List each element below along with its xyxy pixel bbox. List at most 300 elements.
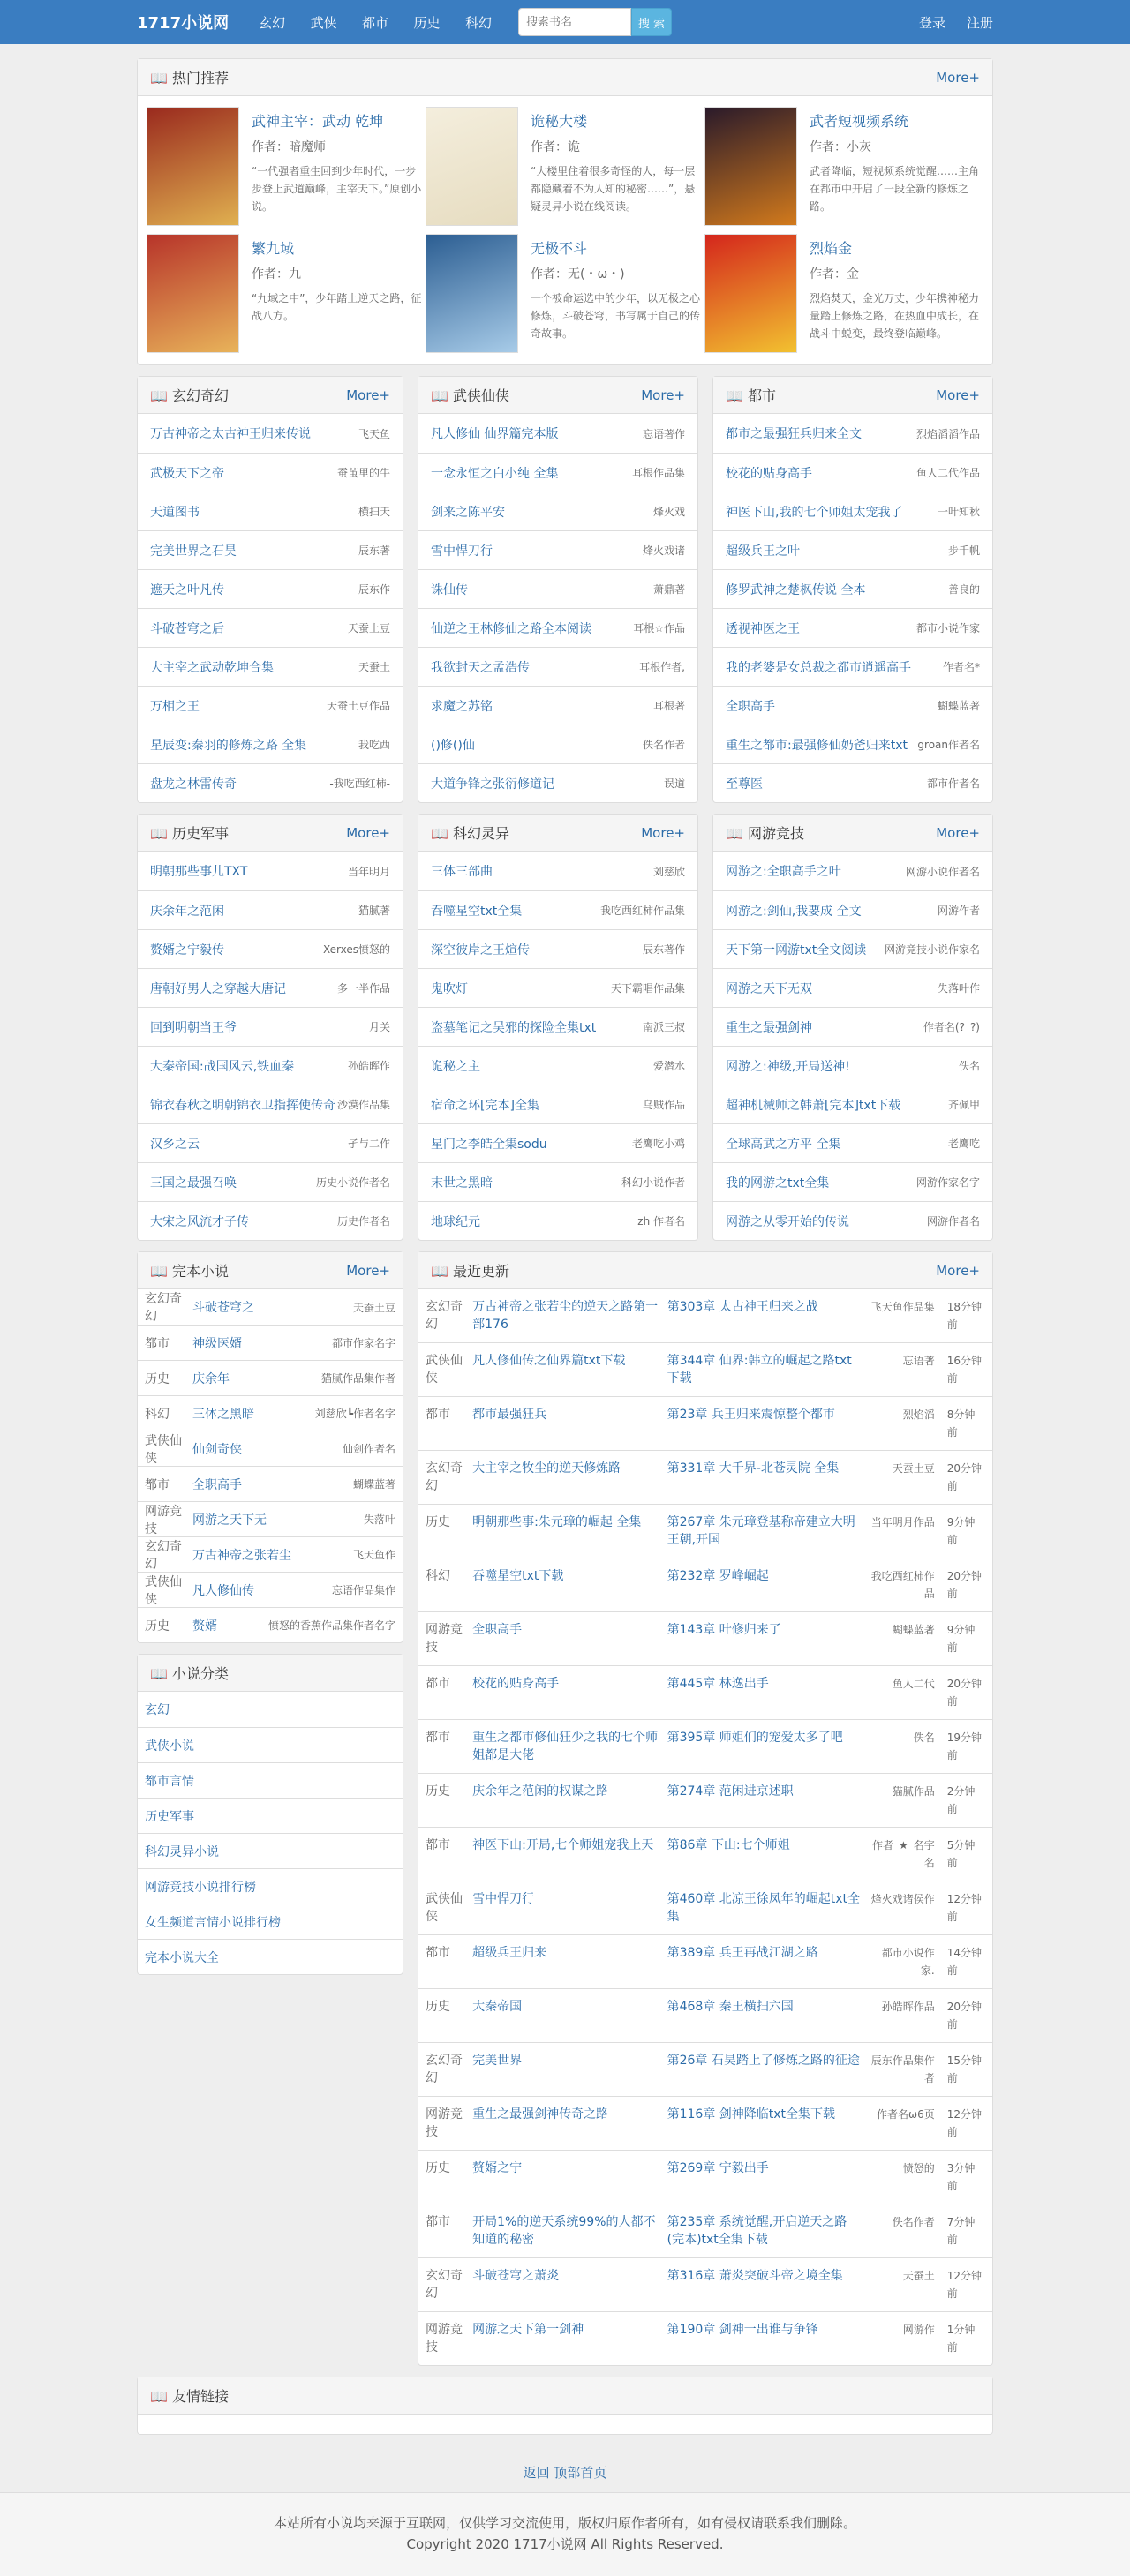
update-row	[418, 1504, 992, 1558]
list-more-link[interactable]: More+	[346, 824, 390, 841]
category-list-panel	[712, 814, 993, 1241]
book-title-link[interactable]: 赘婿	[192, 1618, 217, 1633]
book-title-link[interactable]: 赘婿之宁	[472, 2161, 523, 2175]
book-title-link[interactable]: 超级兵王之叶	[726, 544, 800, 559]
book-title-link[interactable]: 重生之都市修仙狂少之我的七个师姐都是大佬	[472, 1731, 659, 1762]
update-time: 20分钟前	[946, 1462, 983, 1492]
update-time: 19分钟前	[946, 1731, 983, 1761]
book-title-link[interactable]: 地球纪元	[431, 1214, 480, 1229]
book-title-link[interactable]: 宿命之环[完本]全集	[431, 1098, 539, 1113]
book-title-link[interactable]: 校花的贴身高手	[726, 466, 812, 481]
list-item	[713, 725, 992, 763]
book-category: 网游竞技	[426, 1623, 463, 1655]
book-title-link[interactable]: 超神机械师之韩萧[完本]txt下载	[726, 1098, 901, 1113]
list-item	[713, 852, 992, 890]
book-author: 鱼人二代作品	[915, 467, 980, 479]
book-title-link[interactable]: 大秦帝国	[472, 2000, 523, 2014]
chapter-link[interactable]: 第86章 下山:七个师姐	[667, 1838, 790, 1852]
book-title-link[interactable]: 完美世界	[472, 2054, 523, 2068]
book-title-link[interactable]: 三国之最强召唤	[150, 1175, 237, 1190]
list-item	[713, 686, 992, 725]
list-item	[418, 1085, 697, 1123]
main-nav	[248, 13, 502, 32]
book-author: 天蚕土豆	[892, 1462, 935, 1475]
book-author: 飞天鱼作品集	[870, 1301, 935, 1313]
list-item	[138, 414, 403, 453]
book-title-link[interactable]: 全职高手	[192, 1477, 242, 1492]
book-title-link[interactable]: 网游之天下无双	[726, 981, 812, 996]
featured-book-desc: “九域之中”，少年踏上逆天之路，征战八方。	[252, 292, 422, 322]
book-cover[interactable]	[704, 107, 797, 226]
book-title-link[interactable]: 我欲封天之孟浩传	[431, 660, 530, 675]
book-author: 猫腻作品	[892, 1785, 935, 1798]
book-title-link[interactable]: 重生之最强剑神	[726, 1020, 812, 1035]
chapter-link[interactable]: 第460章 北凉王徐凤年的崛起txt全集	[667, 1892, 861, 1924]
featured-header	[138, 59, 992, 96]
book-title-link[interactable]: 锦衣春秋之明朝锦衣卫指挥使传奇	[150, 1098, 335, 1113]
links-panel	[137, 2377, 993, 2435]
book-category: 历史	[145, 1371, 170, 1386]
book-title-link[interactable]: 三体之黑暗	[192, 1407, 254, 1422]
featured-book-title[interactable]: 烈焰金	[810, 240, 853, 257]
nav-link-dushi[interactable]: 都市	[362, 14, 389, 31]
book-author: 当年明月	[347, 865, 390, 878]
chapter-link[interactable]: 第303章 太古神王归来之战	[667, 1300, 818, 1314]
category-link[interactable]: 都市言情	[145, 1774, 194, 1789]
list-item	[138, 763, 403, 802]
book-author: Xerxes愤怒的	[322, 943, 390, 956]
category-panel	[137, 1654, 403, 1975]
featured-book-info	[531, 234, 704, 354]
book-author: 多一半作品	[336, 982, 390, 995]
book-title-link[interactable]: 都市之最强狂兵归来全文	[726, 427, 862, 441]
list-item	[713, 968, 992, 1007]
book-title-link[interactable]: 三体三部曲	[431, 865, 493, 879]
book-title-link[interactable]: 剑来之陈平安	[431, 505, 505, 520]
login-link[interactable]: 登录	[918, 14, 945, 31]
book-title-link[interactable]: 星门之李皓全集sodu	[431, 1137, 547, 1152]
main-container	[137, 58, 993, 2482]
book-author: 老鹰吃	[947, 1138, 980, 1150]
list-item	[138, 530, 403, 569]
book-author: 误道	[663, 777, 685, 790]
book-title-link[interactable]: 天下第一网游txt全文阅读	[726, 943, 867, 958]
book-title-link[interactable]: 唐朝好男人之穿越大唐记	[150, 981, 286, 996]
book-author: 萧鼎著	[652, 583, 685, 596]
book-author: 网游竞技小说作家名	[884, 943, 980, 956]
featured-book-author: 作者：暗魔师	[252, 140, 326, 154]
book-title-link[interactable]: 都市最强狂兵	[472, 1408, 547, 1422]
featured-book-title[interactable]: 诡秘大楼	[531, 113, 588, 130]
update-time: 1分钟前	[946, 2324, 976, 2354]
book-category: 都市	[426, 1731, 450, 1745]
update-row	[418, 1773, 992, 1827]
book-author: 蝴蝶蓝著	[937, 700, 980, 712]
book-title-link[interactable]: 大道争锋之张衍修道记	[431, 777, 554, 792]
book-author: 猫腻著	[358, 905, 390, 917]
list-item	[713, 1046, 992, 1085]
chapter-link[interactable]: 第26章 石昊踏上了修炼之路的征途	[667, 2054, 860, 2068]
book-category: 玄幻奇幻	[145, 1292, 182, 1324]
list-item	[418, 968, 697, 1007]
featured-book-desc: 一个被命运选中的少年，以无极之心修炼，斗破苍穹，书写属于自己的传奇故事。	[531, 292, 701, 340]
book-author: 天蚕土	[358, 661, 390, 673]
book-author: 耳根作品集	[631, 467, 685, 479]
book-title-link[interactable]: 开局1%的逆天系统99%的人都不知道的秘密	[472, 2215, 656, 2247]
category-list-panel	[418, 376, 698, 803]
book-title-link[interactable]: 网游之从零开始的传说	[726, 1214, 849, 1229]
book-cover[interactable]	[147, 234, 239, 353]
list-more-link[interactable]: More+	[641, 824, 685, 841]
category-lists	[137, 365, 993, 1241]
list-item	[418, 890, 697, 929]
nav-link-kehuan[interactable]: 科幻	[464, 14, 492, 31]
book-cover[interactable]	[704, 234, 797, 353]
list-more-link[interactable]: More+	[936, 387, 980, 403]
book-author: 佚名作者	[892, 2216, 935, 2228]
list-item	[138, 890, 403, 929]
list-more-link[interactable]: More+	[346, 387, 390, 403]
book-title-link[interactable]: 明朝那些事:朱元璋的崛起 全集	[472, 1515, 642, 1529]
book-title-link[interactable]: 庆余年	[192, 1371, 230, 1386]
list-item	[713, 569, 992, 608]
category-link[interactable]: 武侠小说	[145, 1739, 194, 1754]
featured-book-author: 作者：金	[810, 267, 859, 282]
list-item	[418, 530, 697, 569]
featured-book-title[interactable]: 繁九域	[252, 240, 295, 257]
book-category: 都市	[426, 1838, 450, 1852]
book-title-link[interactable]: 万古神帝之张若尘的逆天之路第一部176	[472, 1300, 659, 1332]
book-title-link[interactable]: 凡人修仙 仙界篇完本版	[431, 427, 559, 441]
book-author: 乌贼作品	[642, 1099, 685, 1111]
chapter-link[interactable]: 第23章 兵王归来震惊整个都市	[667, 1408, 835, 1422]
book-title-link[interactable]: 庆余年之范闲	[150, 904, 224, 919]
book-title-link[interactable]: 全职高手	[726, 699, 775, 714]
list-item	[418, 647, 697, 686]
book-author: 月关	[368, 1021, 390, 1033]
list-item	[138, 852, 403, 890]
list-item	[418, 1123, 697, 1162]
update-row	[418, 1827, 992, 1881]
book-author: 都市作者名	[926, 777, 980, 790]
book-title-link[interactable]: 至尊医	[726, 777, 763, 792]
book-title-link[interactable]: 修罗武神之楚枫传说 全本	[726, 582, 866, 597]
book-title-link[interactable]: 求魔之苏铭	[431, 699, 493, 714]
featured-book-title[interactable]: 武者短视频系统	[810, 113, 909, 130]
update-row	[418, 2257, 992, 2311]
featured-book-desc: 烈焰焚天，金光万丈，少年携神秘力量踏上修炼之路，在热血中成长，在战斗中蜕变，最终登临巅峰。	[810, 292, 980, 340]
book-title-link[interactable]: 斗破苍穹之后	[150, 621, 224, 636]
list-item	[138, 929, 403, 968]
category-link[interactable]: 网游竞技小说排行榜	[145, 1880, 256, 1895]
category-link[interactable]: 科幻灵异小说	[145, 1844, 219, 1859]
update-time: 18分钟前	[946, 1301, 983, 1331]
update-row	[418, 1611, 992, 1665]
featured-book-desc: “大楼里住着很多奇怪的人，每一层都隐藏着不为人知的秘密……”，悬疑灵异小说在线阅读。	[531, 165, 696, 213]
top-navbar	[0, 0, 1130, 44]
book-title-link[interactable]: 吞噬星空txt下载	[472, 1569, 564, 1583]
book-author: 作者名(?_?)	[923, 1021, 980, 1033]
book-title-link[interactable]: 完美世界之石昊	[150, 544, 237, 559]
nav-link-xuanhuan[interactable]: 玄幻	[259, 14, 286, 31]
book-cover[interactable]	[426, 234, 518, 353]
book-author: 辰东著	[358, 544, 390, 557]
category-item	[138, 1904, 403, 1939]
updates-more-link[interactable]: More+	[936, 1262, 980, 1279]
book-title-link[interactable]: 雪中悍刀行	[431, 544, 493, 559]
chapter-link[interactable]: 第269章 宁毅出手	[667, 2161, 769, 2175]
book-title-link[interactable]: 我的老婆是女总裁之都市逍遥高手	[726, 660, 911, 675]
list-item	[713, 1162, 992, 1201]
back-to-top-link[interactable]: 返回 顶部首页	[523, 2465, 607, 2481]
book-author: 善良的	[947, 583, 980, 596]
list-item	[418, 686, 697, 725]
book-category: 玄幻奇幻	[145, 1539, 182, 1572]
book-title-link[interactable]: 凡人修仙传之仙界篇txt下载	[472, 1354, 626, 1368]
book-author: 蚕茧里的牛	[336, 467, 390, 479]
book-title-link[interactable]: ()修()仙	[431, 738, 475, 753]
list-more-link[interactable]: More+	[936, 824, 980, 841]
book-title-link[interactable]: 诛仙传	[431, 582, 468, 597]
update-row	[418, 2150, 992, 2204]
chapter-link[interactable]: 第316章 萧炎突破斗帝之境全集	[667, 2269, 843, 2283]
book-title-link[interactable]: 星辰变:秦羽的修炼之路 全集	[150, 738, 307, 753]
list-item	[713, 1201, 992, 1240]
update-time: 16分钟前	[946, 1355, 983, 1385]
book-author: 爱潜水	[652, 1060, 685, 1072]
book-title-link[interactable]: 校花的贴身高手	[472, 1677, 560, 1691]
book-cover[interactable]	[147, 107, 239, 226]
chapter-link[interactable]: 第331章 大千界-北苍灵院 全集	[667, 1461, 840, 1476]
book-author: 沙漠作品集	[336, 1099, 390, 1111]
book-title-link[interactable]: 雪中悍刀行	[472, 1892, 535, 1906]
update-row	[418, 1881, 992, 1934]
book-author: 齐佩甲	[947, 1099, 980, 1111]
book-title-link[interactable]: 重生之最强剑神传奇之路	[472, 2107, 609, 2122]
book-author: 佚名作者	[642, 739, 685, 751]
category-link[interactable]: 完本小说大全	[145, 1950, 219, 1965]
book-title-link[interactable]: 大主宰之牧尘的逆天修炼路	[472, 1461, 622, 1476]
featured-book-title[interactable]: 武神主宰：武动 乾坤	[252, 113, 384, 130]
completed-item	[138, 1607, 403, 1642]
book-title-link[interactable]: 重生之都市:最强修仙奶爸归来txt	[726, 738, 908, 753]
update-time: 12分钟前	[946, 1893, 983, 1923]
book-author: 科幻小说作者	[621, 1176, 685, 1189]
featured-book-info	[810, 107, 983, 227]
book-title-link[interactable]: 深空彼岸之王煊传	[431, 943, 530, 958]
book-category: 武侠仙侠	[145, 1574, 182, 1607]
book-title-link[interactable]: 大宋之风流才子传	[150, 1214, 249, 1229]
book-title-link[interactable]: 网游之:剑仙,我要成 全文	[726, 904, 862, 919]
update-time: 14分钟前	[946, 1947, 983, 1977]
chapter-link[interactable]: 第274章 范闲进京述职	[667, 1784, 794, 1799]
completed-item	[138, 1501, 403, 1536]
book-title-link[interactable]: 鬼吹灯	[431, 981, 468, 996]
book-title-link[interactable]: 网游之:神级,开局送神!	[726, 1059, 850, 1074]
book-title-link[interactable]: 仙剑奇侠	[192, 1442, 242, 1457]
book-category: 玄幻奇幻	[426, 2269, 463, 2301]
chapter-link[interactable]: 第395章 师姐们的宠爱太多了吧	[667, 1731, 843, 1745]
book-author: -我吃西红柿-	[329, 777, 390, 790]
book-category: 科幻	[426, 1569, 450, 1583]
book-author: 作者名*	[942, 661, 980, 673]
book-author: 蝴蝶蓝著	[892, 1624, 935, 1636]
list-header	[418, 377, 697, 414]
list-title: 📖 都市	[726, 387, 777, 404]
category-list-panel	[712, 376, 993, 803]
list-item	[418, 569, 697, 608]
book-title-link[interactable]: 诡秘之主	[431, 1059, 480, 1074]
list-item	[418, 1007, 697, 1046]
footer-notice: 本站所有小说均来源于互联网，仅供学习交流使用，版权归原作者所有，如有侵权请联系我们删除。	[273, 2515, 856, 2531]
book-title-link[interactable]: 网游之:全职高手之叶	[726, 865, 841, 879]
book-cover[interactable]	[426, 107, 518, 226]
list-item	[138, 1007, 403, 1046]
category-link[interactable]: 玄幻	[145, 1703, 170, 1717]
book-title-link[interactable]: 万古神帝之张若尘	[192, 1548, 291, 1563]
book-author: 佚名	[958, 1060, 980, 1072]
book-title-link[interactable]: 赘婿之宁毅传	[150, 943, 224, 958]
list-item	[713, 1123, 992, 1162]
book-category: 武侠仙侠	[426, 1892, 463, 1924]
book-title-link[interactable]: 网游之天下无	[192, 1513, 267, 1528]
chapter-link[interactable]: 第190章 剑神一出谁与争锋	[667, 2323, 818, 2337]
book-title-link[interactable]: 透视神医之王	[726, 621, 800, 636]
list-header	[138, 377, 403, 414]
category-link[interactable]: 女生频道言情小说排行榜	[145, 1915, 281, 1930]
featured-book-author: 作者：诡	[531, 140, 580, 154]
book-author: 失落叶	[363, 1513, 396, 1526]
book-title-link[interactable]: 一念永恒之白小纯 全集	[431, 466, 559, 481]
book-author: 烈焰滔滔作品	[915, 427, 980, 440]
chapter-link[interactable]: 第468章 秦王横扫六国	[667, 2000, 794, 2014]
book-title-link[interactable]: 大主宰之武动乾坤合集	[150, 660, 274, 675]
search-input[interactable]	[518, 8, 631, 36]
book-category: 玄幻奇幻	[426, 1300, 463, 1332]
right-column	[418, 1241, 993, 2366]
book-category: 都市	[145, 1477, 170, 1492]
list-item	[138, 647, 403, 686]
book-title-link[interactable]: 全球高武之方平 全集	[726, 1137, 841, 1152]
chapter-link[interactable]: 第445章 林逸出手	[667, 1677, 769, 1691]
book-title-link[interactable]: 神医下山,我的七个师姐太宠我了	[726, 505, 903, 520]
completed-more-link[interactable]: More+	[346, 1262, 390, 1279]
book-title-link[interactable]: 盘龙之林雷传奇	[150, 777, 237, 792]
list-title: 📖 科幻灵异	[431, 825, 510, 842]
book-title-link[interactable]: 回到明朝当王爷	[150, 1020, 237, 1035]
chapter-link[interactable]: 第389章 兵王再战江湖之路	[667, 1946, 818, 1960]
book-title-link[interactable]: 仙逆之王林修仙之路全本阅读	[431, 621, 591, 636]
book-title-link[interactable]: 神医下山:开局,七个师姐宠我上天	[472, 1838, 654, 1852]
list-item	[713, 453, 992, 492]
completed-item	[138, 1572, 403, 1607]
book-category: 历史	[426, 1784, 450, 1799]
book-category: 都市	[145, 1336, 170, 1351]
book-title-link[interactable]: 斗破苍穹之	[192, 1301, 254, 1315]
book-title-link[interactable]: 遮天之叶凡传	[150, 582, 224, 597]
book-author: 鱼人二代	[892, 1678, 935, 1690]
book-category: 历史	[426, 2161, 450, 2175]
update-time: 2分钟前	[946, 1785, 976, 1815]
site-footer	[0, 2492, 1130, 2576]
chapter-link[interactable]: 第143章 叶修归来了	[667, 1623, 781, 1637]
book-title-link[interactable]: 万古神帝之太古神王归来传说	[150, 427, 311, 441]
book-author: 辰东作	[358, 583, 390, 596]
featured-book-title[interactable]: 无极不斗	[531, 240, 588, 257]
list-item	[418, 763, 697, 802]
chapter-link[interactable]: 第267章 朱元璋登基称帝建立大明王朝,开国	[667, 1515, 855, 1547]
featured-book	[704, 103, 983, 230]
book-title-link[interactable]: 庆余年之范闲的权谋之路	[472, 1784, 609, 1799]
book-author: 网游小说作者名	[905, 865, 980, 878]
completed-list	[138, 1289, 403, 1642]
list-more-link[interactable]: More+	[641, 387, 685, 403]
list-item	[138, 492, 403, 530]
register-link[interactable]: 注册	[966, 14, 993, 31]
nav-link-wuxia[interactable]: 武侠	[310, 14, 337, 31]
list-item	[138, 686, 403, 725]
book-title-link[interactable]: 超级兵王归来	[472, 1946, 547, 1960]
book-title-link[interactable]: 我的网游之txt全集	[726, 1175, 830, 1190]
book-author: 一叶知秋	[937, 506, 980, 518]
book-author: 孑与二作	[347, 1138, 390, 1150]
book-author: 当年明月作品	[870, 1516, 935, 1528]
completed-title: 📖 完本小说	[150, 1263, 230, 1280]
book-title-link[interactable]: 明朝那些事儿TXT	[150, 865, 248, 879]
book-title-link[interactable]: 盗墓笔记之吴邪的探险全集txt	[431, 1020, 597, 1035]
category-link[interactable]: 历史军事	[145, 1809, 194, 1824]
list-item	[138, 1046, 403, 1085]
nav-link-lishi[interactable]: 历史	[413, 14, 441, 31]
update-row	[418, 1934, 992, 1988]
category-item	[138, 1692, 403, 1727]
list-item	[713, 929, 992, 968]
search-button[interactable]: 搜 索	[631, 8, 672, 36]
update-row	[418, 2042, 992, 2096]
book-title-link[interactable]: 神级医婿	[192, 1336, 242, 1351]
book-title-link[interactable]: 汉乡之云	[150, 1137, 200, 1152]
list-item	[713, 1007, 992, 1046]
book-title-link[interactable]: 天道图书	[150, 505, 200, 520]
book-title-link[interactable]: 全职高手	[472, 1623, 523, 1637]
site-logo[interactable]: 1717小说网	[137, 14, 230, 33]
chapter-link[interactable]: 第232章 罗峰崛起	[667, 1569, 769, 1583]
book-title-link[interactable]: 万相之王	[150, 699, 200, 714]
book-title-link[interactable]: 凡人修仙传	[192, 1583, 254, 1598]
book-title-link[interactable]: 斗破苍穹之萧炎	[472, 2269, 560, 2283]
list-item	[138, 1123, 403, 1162]
book-title-link[interactable]: 末世之黑暗	[431, 1175, 493, 1190]
chapter-link[interactable]: 第235章 系统觉醒,开启逆天之路(完本)txt全集下载	[667, 2215, 848, 2247]
book-title-link[interactable]: 大秦帝国:战国风云,铁血秦	[150, 1059, 295, 1074]
book-title-link[interactable]: 网游之天下第一剑神	[472, 2323, 584, 2337]
book-author: 烈焰滔	[902, 1408, 935, 1421]
list-item	[418, 1046, 697, 1085]
book-title-link[interactable]: 武极天下之帝	[150, 466, 224, 481]
book-author: 耳根作者,	[639, 661, 685, 673]
chapter-link[interactable]: 第344章 仙界:韩立的崛起之路txt下载	[667, 1354, 852, 1386]
book-title-link[interactable]: 吞噬星空txt全集	[431, 904, 523, 919]
list-item	[138, 725, 403, 763]
book-author: 猫腻作品集作者	[320, 1372, 396, 1385]
book-author: 烽火戏诸侯作	[870, 1893, 935, 1905]
featured-book-author: 作者：无(・ω・)	[531, 267, 625, 282]
update-time: 7分钟前	[946, 2216, 976, 2246]
chapter-link[interactable]: 第116章 剑神降临txt全集下载	[667, 2107, 836, 2122]
featured-more-link[interactable]: More+	[936, 69, 980, 86]
book-category: 都市	[426, 1408, 450, 1422]
list-header	[713, 377, 992, 414]
